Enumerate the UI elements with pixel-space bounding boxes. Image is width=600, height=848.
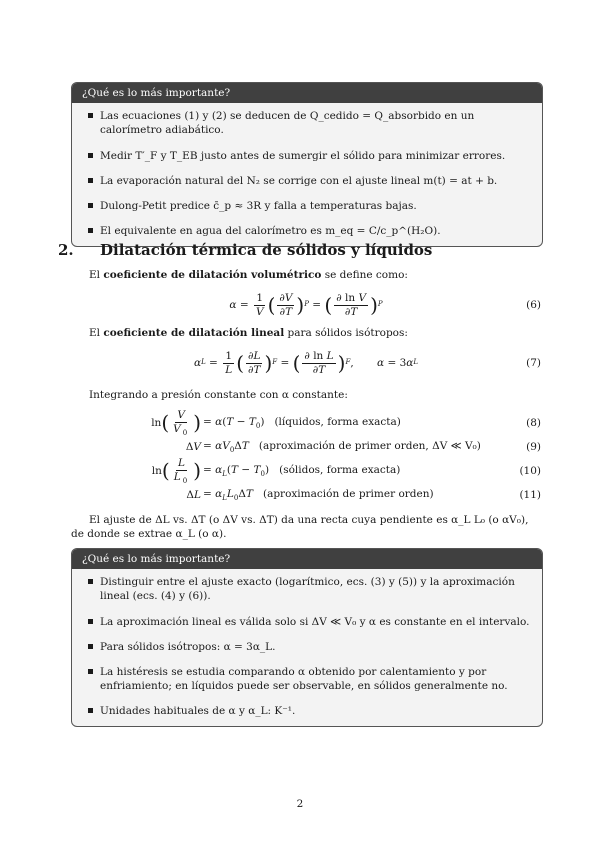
section-heading bbox=[58, 240, 432, 260]
page-number: 2 bbox=[296, 798, 304, 810]
section-title: Dilatación térmica de sólidos y líquidos bbox=[100, 241, 433, 259]
section-number: 2. bbox=[58, 241, 74, 259]
list-item: Dulong-Petit predice c̄_p ≈ 3R y falla a temperaturas bajas. bbox=[88, 199, 532, 213]
equation-11: ΔL = $\alpha_LL_0\Delta T$ (aproximación de primer orden) (11) bbox=[186, 487, 541, 502]
paragraph-linear bbox=[89, 326, 549, 340]
equation-6: α = $\frac{1}{V}$ ( $\frac{\partial V}{\partial T}$ ) P = ( $\frac{\text{∂ ln V}}{\partial T}$ ) P (6) bbox=[229, 291, 541, 318]
equation-number: (11) bbox=[519, 488, 541, 501]
equation-9: ΔV = $\alpha V_0\Delta T$ (aproximación de primer orden, ΔV ≪ V₀) (9) bbox=[185, 439, 541, 454]
paragraph-integration: Integrando a presión constante con α constante: bbox=[89, 389, 348, 401]
text: El bbox=[89, 269, 104, 281]
text: se define como: bbox=[321, 269, 408, 281]
equation-note: (sólidos, forma exacta) bbox=[279, 463, 401, 476]
equation-note: (aproximación de primer orden) bbox=[262, 487, 434, 500]
list-item: La aproximación lineal es válida solo si ΔV ≪ V₀ y α es constante en el intervalo. bbox=[88, 615, 532, 629]
list-item: Las ecuaciones (1) y (2) se deducen de Q_cedido = Q_absorbido en un calorímetro adiabático. bbox=[88, 109, 532, 137]
list-item: Medir T′_F y T_EB justo antes de sumergir el sólido para minimizar errores. bbox=[88, 149, 532, 163]
summary-box-1 bbox=[71, 82, 543, 247]
equation-10: ln( $\frac{L}{L _0}$ ) = $\alpha_L(T - T_0)$ (sólidos, forma exacta) (10) bbox=[151, 457, 541, 485]
summary-box-1-title: ¿Qué es lo más importante? bbox=[72, 83, 542, 103]
equation-note: (aproximación de primer orden, ΔV ≪ V₀) bbox=[258, 439, 481, 452]
summary-box-1-list bbox=[72, 103, 542, 246]
summary-box-2-list bbox=[72, 569, 542, 726]
list-item: Distinguir entre el ajuste exacto (logarítmico, ecs. (3) y (5)) y la aproximación lineal (ecs. (4) y (6)). bbox=[88, 575, 532, 603]
equation-number: (7) bbox=[526, 356, 541, 369]
list-item: Unidades habituales de α y α_L: K⁻¹. bbox=[88, 704, 532, 718]
equation-number: (10) bbox=[519, 464, 541, 477]
text: para sólidos isótropos: bbox=[284, 327, 408, 339]
term-bold: coeficiente de dilatación lineal bbox=[103, 327, 285, 339]
equation-number: (6) bbox=[526, 298, 541, 311]
summary-box-2 bbox=[71, 548, 543, 727]
equation-number: (9) bbox=[526, 440, 541, 453]
list-item: La evaporación natural del N₂ se corrige con el ajuste lineal m(t) = at + b. bbox=[88, 174, 532, 188]
paragraph-volumetric bbox=[89, 268, 549, 282]
equation-number: (8) bbox=[526, 416, 541, 429]
list-item: La histéresis se estudia comparando α obtenido por calentamiento y por enfriamiento; en líquidos puede ser observable, en sólidos generalmente no. bbox=[88, 665, 532, 693]
equation-7: α L = $\frac{1}{L}$ ( $\frac{\partial L}{\partial T}$ ) F = ( $\frac{\text{∂ ln L}}{\partial T}$ ) F , α = 3 α L (7) bbox=[193, 349, 541, 376]
list-item: Para sólidos isótropos: α = 3α_L. bbox=[88, 640, 532, 654]
list-item: El equivalente en agua del calorímetro es m_eq = C/c_p^(H₂O). bbox=[88, 224, 532, 238]
text: El bbox=[89, 327, 104, 339]
equation-8: ln( $\frac{V}{V _0}$ ) = $\alpha(T - T_0)$ (líquidos, forma exacta) (8) bbox=[151, 409, 541, 437]
summary-box-2-title: ¿Qué es lo más importante? bbox=[72, 549, 542, 569]
paragraph-fit: El ajuste de ΔL vs. ΔT (o ΔV vs. ΔT) da una recta cuya pendiente es α_L L₀ (o αV₀), de donde se extrae α_L (o α). bbox=[71, 514, 529, 541]
term-bold: coeficiente de dilatación volumétrico bbox=[103, 269, 322, 281]
equation-note: (líquidos, forma exacta) bbox=[274, 415, 401, 428]
